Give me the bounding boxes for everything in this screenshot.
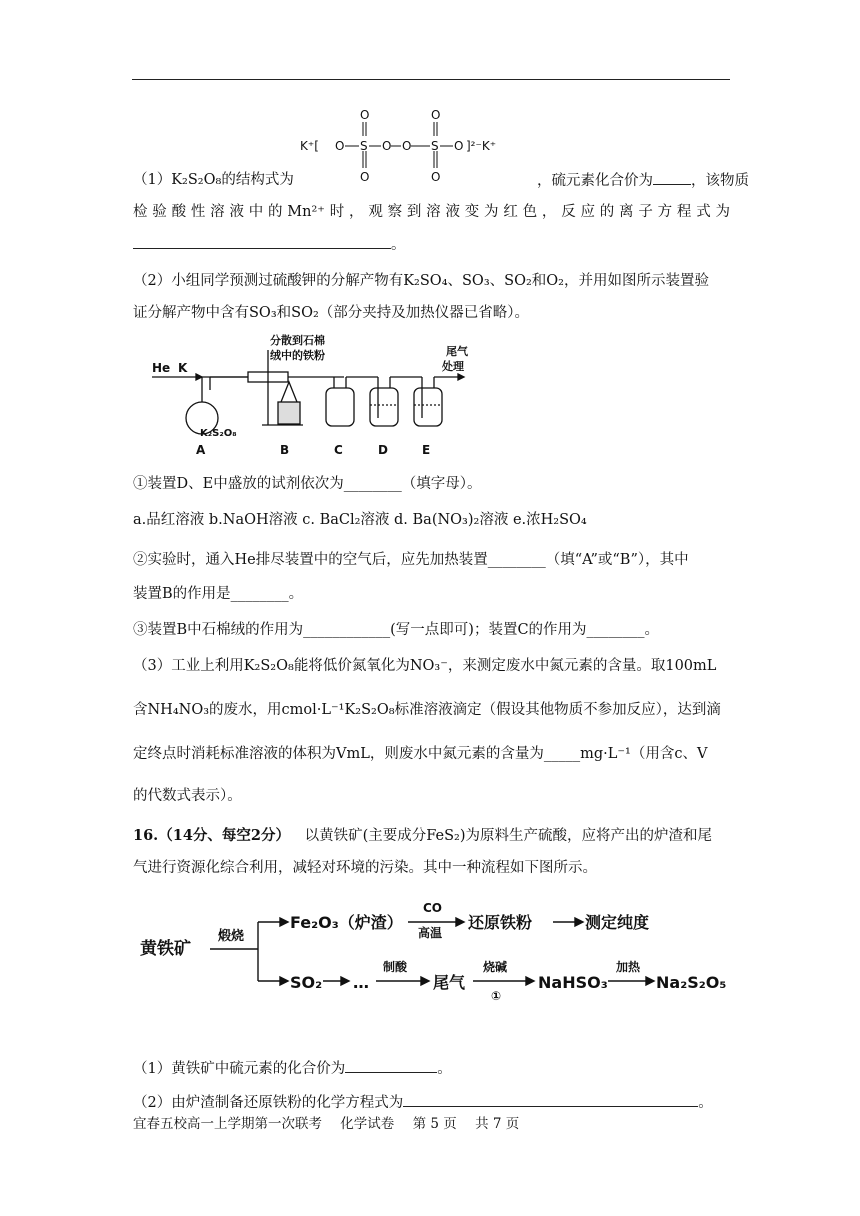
q15-p3-line1: （3）工业上利用K₂S₂O₈能将低价氮氧化为NO₃⁻，来测定废水中氮元素的含量。取100mL <box>133 658 717 674</box>
flow-diagram <box>138 895 738 1005</box>
o2: O <box>382 139 392 153</box>
q15-s2-line1: ②实验时，通入He排尽装置中的空气后，应先加热装置________（填“A”或“B”），其中 <box>133 552 689 568</box>
answer-blank-valence[interactable] <box>653 170 691 185</box>
o-top-1: O <box>360 108 370 122</box>
q15-p1-a: （1）K₂S₂O₈的结构式为 <box>133 172 294 188</box>
flow-high-temp: 高温 <box>418 926 443 940</box>
q15-p1-line3: 。 <box>133 234 406 255</box>
footer-subject: 化学试卷 <box>340 1116 395 1132</box>
o4: O <box>454 139 464 153</box>
flow-fe2o3: Fe₂O₃（炉渣） <box>290 913 403 932</box>
q15-s2-line2: 装置B的作用是________。 <box>133 586 304 602</box>
flow-measure: 测定纯度 <box>585 913 650 932</box>
o-top-2: O <box>431 108 441 122</box>
q15-p1-b: ，硫元素化合价为 ，该物质 <box>537 170 749 191</box>
flow-so2: SO₂ <box>290 973 323 992</box>
q16-q2: （2）由炉渣制备还原铁粉的化学方程式为 。 <box>133 1092 713 1113</box>
footer-total: 共 7 页 <box>475 1116 520 1132</box>
footer-school: 宜春五校高一上学期第一次联考 <box>133 1116 322 1132</box>
q16-header: 16.（14分、每空2分） <box>133 827 290 844</box>
flow-start: 黄铁矿 <box>140 939 191 959</box>
q15-p3-line4: 的代数式表示）。 <box>133 788 242 804</box>
flow-tail-gas: 尾气 <box>433 973 466 992</box>
q15-options: a.品红溶液 b.NaOH溶液 c. BaCl₂溶液 d. Ba(NO₃)₂溶液 e.浓H₂SO₄ <box>133 512 587 528</box>
footer <box>133 1114 519 1134</box>
flow-co: CO <box>423 901 443 915</box>
label-e: E <box>422 443 431 457</box>
q15-s1: ①装置D、E中盛放的试剂依次为________（填字母）。 <box>133 476 482 492</box>
q16-intro-line2: 气进行资源化综合利用，减轻对环境的污染。其中一种流程如下图所示。 <box>133 860 597 876</box>
b-label-2: 绒中的铁粉 <box>270 349 325 362</box>
flow-make-acid: 制酸 <box>383 960 408 974</box>
tail-label-2: 处理 <box>442 360 464 373</box>
answer-blank-iron-equation[interactable] <box>403 1092 698 1107</box>
flow-na2s2o5: Na₂S₂O₅ <box>656 973 727 992</box>
flow-caustic: 烧碱 <box>483 960 508 974</box>
s1: S <box>360 139 368 153</box>
o-bottom-2: O <box>431 170 441 184</box>
flow-dots: … <box>353 973 369 992</box>
o3: O <box>402 139 412 153</box>
apparatus-diagram <box>148 330 478 460</box>
flow-reduced-iron: 还原铁粉 <box>468 913 533 932</box>
q16-intro-line1: 16.（14分、每空2分） 以黄铁矿(主要成分FeS₂)为原料生产硫酸，应将产出的炉渣和尾 <box>133 827 713 844</box>
answer-blank-sulfur-valence[interactable] <box>345 1058 437 1073</box>
label-b: B <box>280 443 290 457</box>
q16-q1: （1）黄铁矿中硫元素的化合价为 。 <box>133 1058 452 1079</box>
he-label: He <box>152 361 171 375</box>
flow-calcine: 煅烧 <box>218 929 245 944</box>
flow-step1: ① <box>491 989 502 1003</box>
b-label-1: 分散到石棉 <box>270 334 325 347</box>
header-rule <box>132 79 730 80</box>
reagent-label: K₂S₂O₈ <box>200 428 237 439</box>
label-c: C <box>334 443 343 457</box>
q15-p1-line2: 检验酸性溶液中的Mn²⁺时，观察到溶液变为红色，反应的离子方程式为 <box>133 204 730 220</box>
q15-p2-line2: 证分解产物中含有SO₃和SO₂（部分夹持及加热仪器已省略）。 <box>133 305 530 321</box>
answer-blank-ion-equation[interactable] <box>133 234 391 249</box>
k-right: ]²⁻K⁺ <box>466 139 497 153</box>
s2: S <box>431 139 439 153</box>
flow-heat: 加热 <box>616 960 641 974</box>
q15-p3-line3: 定终点时消耗标准溶液的体积为VmL，则废水中氮元素的含量为_____mg·L⁻¹（用含c、V <box>133 746 708 762</box>
label-a: A <box>196 443 206 457</box>
label-d: D <box>378 443 388 457</box>
o-bottom-1: O <box>360 170 370 184</box>
footer-page: 第 5 页 <box>412 1116 457 1132</box>
tail-label-1: 尾气 <box>446 345 468 358</box>
flow-nahso3: NaHSO₃ <box>538 973 608 992</box>
q15-p2-line1: （2）小组同学预测过硫酸钾的分解产物有K₂SO₄、SO₃、SO₂和O₂，并用如图所示装置验 <box>133 273 709 289</box>
q15-s3: ③装置B中石棉绒的作用为____________(写一点即可)；装置C的作用为________。 <box>133 622 660 638</box>
structural-formula <box>290 105 530 185</box>
o1: O <box>335 139 345 153</box>
k-valve-label: K <box>178 361 188 375</box>
k-left: K⁺[ <box>300 139 319 153</box>
q15-p3-line2: 含NH₄NO₃的废水，用cmol·L⁻¹K₂S₂O₈标准溶液滴定（假设其他物质不参加反应），达到滴 <box>133 702 721 718</box>
